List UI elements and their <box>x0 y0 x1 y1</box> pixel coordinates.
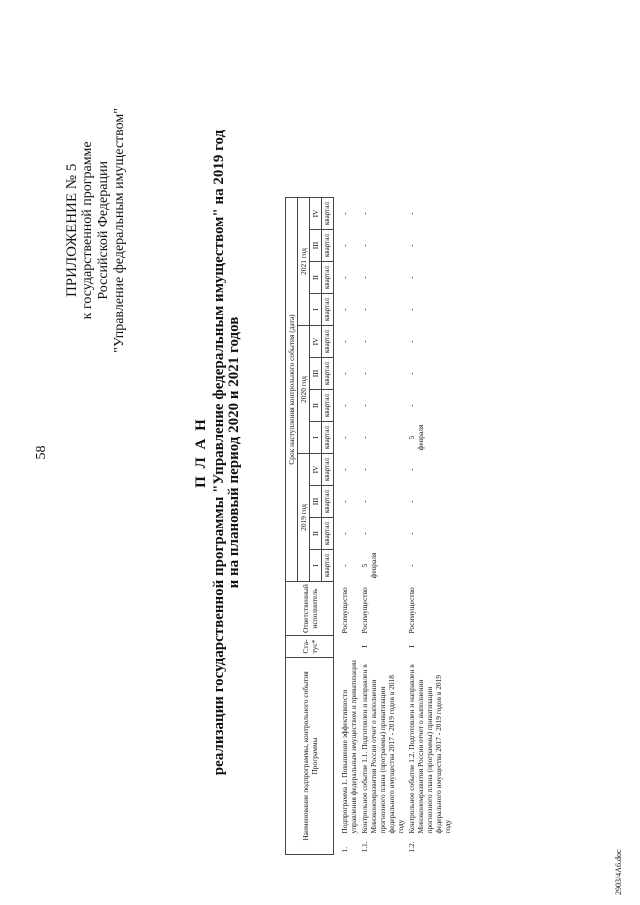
header-quarter-word: квартал <box>322 198 334 230</box>
header-name: Наименование подпрограммы, контрольного события Программы <box>286 658 334 855</box>
row-quarter-cell: - <box>407 244 416 247</box>
row-quarter-cell: - <box>360 340 369 343</box>
row-quarter-cell: - <box>360 532 369 535</box>
row-quarter-cell: - <box>360 500 369 503</box>
row-name: Контрольное событие 1.2. Подготовлен и направлен в Минэкономразвития России отчет о выполнении прогнозного плана (программы) приватизации федерального имущества 2017 - 2019 годов в 2019 году <box>407 664 452 834</box>
row-quarter-cell: - <box>360 212 369 215</box>
row-quarter-cell: - <box>340 276 349 279</box>
row-date-cell <box>359 550 406 582</box>
row-quarter-cell: - <box>407 308 416 311</box>
header-quarter-number: I <box>310 294 322 326</box>
row-quarter-cell: - <box>407 532 416 535</box>
annex-line: Российской Федерации <box>96 161 111 300</box>
row-quarter-cell: - <box>340 340 349 343</box>
header-quarter-number: II <box>310 518 322 550</box>
header-quarter-word: квартал <box>322 454 334 486</box>
header-quarter-word: квартал <box>322 358 334 390</box>
row-quarter-cell: - <box>407 468 416 471</box>
annex-line: "Управление федеральным имуществом" <box>112 108 127 353</box>
row-quarter-cell: - <box>340 468 349 471</box>
header-term: Срок наступления контрольного события (дата) <box>286 198 298 582</box>
header-status: Ста-тус* <box>286 636 334 658</box>
table-row <box>334 198 360 855</box>
header-responsible: Ответственный исполнитель <box>286 582 334 636</box>
date-month: февраля <box>416 424 425 451</box>
header-quarter-word: квартал <box>322 518 334 550</box>
row-quarter-cell: - <box>360 276 369 279</box>
row-quarter-cell: - <box>340 532 349 535</box>
row-status: I <box>407 645 416 648</box>
row-quarter-cell: - <box>407 404 416 407</box>
header-quarter-number: II <box>310 390 322 422</box>
date-month: февраля <box>369 552 378 579</box>
header-quarter-word: квартал <box>322 422 334 454</box>
header-quarter-word: квартал <box>322 326 334 358</box>
row-number: 1. <box>340 846 349 853</box>
row-date-cell <box>406 422 453 454</box>
row-responsible: Росимущество <box>407 587 416 634</box>
row-quarter-cell: - <box>360 436 369 439</box>
header-quarter-word: квартал <box>322 486 334 518</box>
row-quarter-cell: - <box>407 500 416 503</box>
header-quarter-number: IV <box>310 454 322 486</box>
annex-line: к государственной программе <box>80 141 95 320</box>
row-number: 1.2. <box>407 841 416 853</box>
header-quarter-number: I <box>310 422 322 454</box>
row-quarter-cell: - <box>340 372 349 375</box>
document-footer: 2903/4A6.doc <box>614 849 623 895</box>
row-name: Подпрограмма 1. Повышение эффективности управления федеральным имуществом и приватизации <box>340 660 358 834</box>
row-name: Контрольное событие 1.1. Подготовлен и направлен в Минэкономразвития России отчет о выполнении прогнозного плана (программы) приватизации федерального имущества 2017 - 2019 годов в 2018 году <box>360 664 405 834</box>
row-quarter-cell: - <box>360 468 369 471</box>
header-quarter-number: III <box>310 358 322 390</box>
row-status: I <box>360 645 369 648</box>
plan-subtitle-line: реализации государственной программы "Управление федеральным имуществом" на 2019 год <box>211 129 227 776</box>
row-number: 1.1. <box>360 841 369 853</box>
header-quarter-number: II <box>310 262 322 294</box>
header-quarter-word: квартал <box>322 550 334 582</box>
row-quarter-cell: - <box>407 276 416 279</box>
table-body <box>334 198 454 855</box>
header-quarter-number: IV <box>310 198 322 230</box>
row-quarter-cell: - <box>360 308 369 311</box>
header-year: 2019 год <box>298 454 310 582</box>
row-quarter-cell: - <box>360 404 369 407</box>
header-quarter-word: квартал <box>322 230 334 262</box>
row-responsible: Росимущество <box>340 587 349 634</box>
date-day: 5 <box>360 563 369 568</box>
header-quarter-word: квартал <box>322 262 334 294</box>
row-quarter-cell: - <box>407 564 416 567</box>
annex-title: ПРИЛОЖЕНИЕ № 5 <box>64 163 80 298</box>
header-quarter-word: квартал <box>322 294 334 326</box>
row-quarter-cell: - <box>340 308 349 311</box>
table-row <box>359 198 406 855</box>
header-year: 2021 год <box>298 198 310 326</box>
annex-header <box>64 108 128 353</box>
plan-title: П Л А Н <box>193 417 209 488</box>
row-quarter-cell: - <box>360 244 369 247</box>
row-quarter-cell: - <box>340 212 349 215</box>
row-quarter-cell: - <box>407 372 416 375</box>
date-day: 5 <box>407 435 416 440</box>
row-responsible: Росимущество <box>360 587 369 634</box>
header-quarter-number: IV <box>310 326 322 358</box>
row-quarter-cell: - <box>340 404 349 407</box>
plan-subtitle <box>212 0 242 905</box>
table-row <box>406 198 453 855</box>
row-quarter-cell: - <box>340 244 349 247</box>
header-quarter-number: III <box>310 230 322 262</box>
row-quarter-cell: - <box>407 340 416 343</box>
row-quarter-cell: - <box>340 500 349 503</box>
plan-subtitle-line: и на плановый период 2020 и 2021 годов <box>226 316 242 589</box>
plan-table <box>285 197 453 855</box>
row-quarter-cell: - <box>340 564 349 567</box>
page-number: 58 <box>34 445 49 460</box>
header-quarter-word: квартал <box>322 390 334 422</box>
header-quarter-number: I <box>310 550 322 582</box>
row-status <box>334 636 360 658</box>
header-quarter-number: III <box>310 486 322 518</box>
row-quarter-cell: - <box>360 372 369 375</box>
header-year: 2020 год <box>298 326 310 454</box>
row-quarter-cell: - <box>340 436 349 439</box>
row-quarter-cell: - <box>407 212 416 215</box>
